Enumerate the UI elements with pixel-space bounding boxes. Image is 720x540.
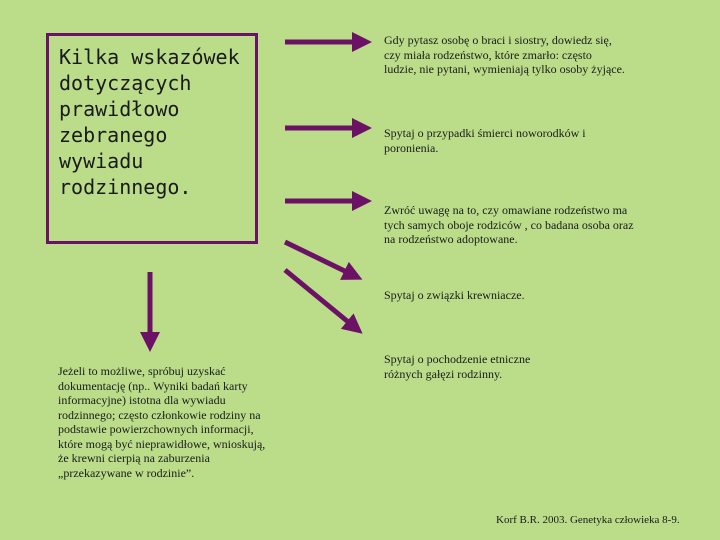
tip-consanguinity: Spytaj o związki krewniacze. xyxy=(384,288,525,302)
slide-title: Kilka wskazówek dotyczących prawidłowo zebranego wywiadu rodzinnego. xyxy=(59,45,240,199)
arrow-diagonal-icon xyxy=(285,270,358,330)
tip-infant-deaths: Spytaj o przypadki śmierci noworodków i poronienia. xyxy=(384,126,586,155)
tip-ethnic-origin: Spytaj o pochodzenie etniczne różnych gałęzi rodzinny. xyxy=(384,352,531,381)
tip-shared-parents: Zwróć uwagę na to, czy omawiane rodzeństwo ma tych samych oboje rodziców , co badana osoba oraz na rodzeństwo adoptowane. xyxy=(384,203,634,246)
tip-siblings: Gdy pytasz osobę o braci i siostry, dowiedz się, czy miała rodzeństwo, które zmarło: często ludzie, nie pytani, wymieniają tylko osoby żyjące. xyxy=(384,33,625,76)
documentation-note: Jeżeli to możliwe, spróbuj uzyskać dokumentację (np.. Wyniki badań karty informacyjne) istotna dla wywiadu rodzinnego; często członkowie rodziny na podstawie powierzchownych informacji, które mogą być nieprawidłowe, wnioskują, że krewni cierpią na zaburzenia „przekazywane w rodzinie”. xyxy=(58,364,266,480)
arrow-diagonal-icon xyxy=(285,242,357,277)
citation: Korf B.R. 2003. Genetyka człowieka 8-9. xyxy=(496,514,680,526)
